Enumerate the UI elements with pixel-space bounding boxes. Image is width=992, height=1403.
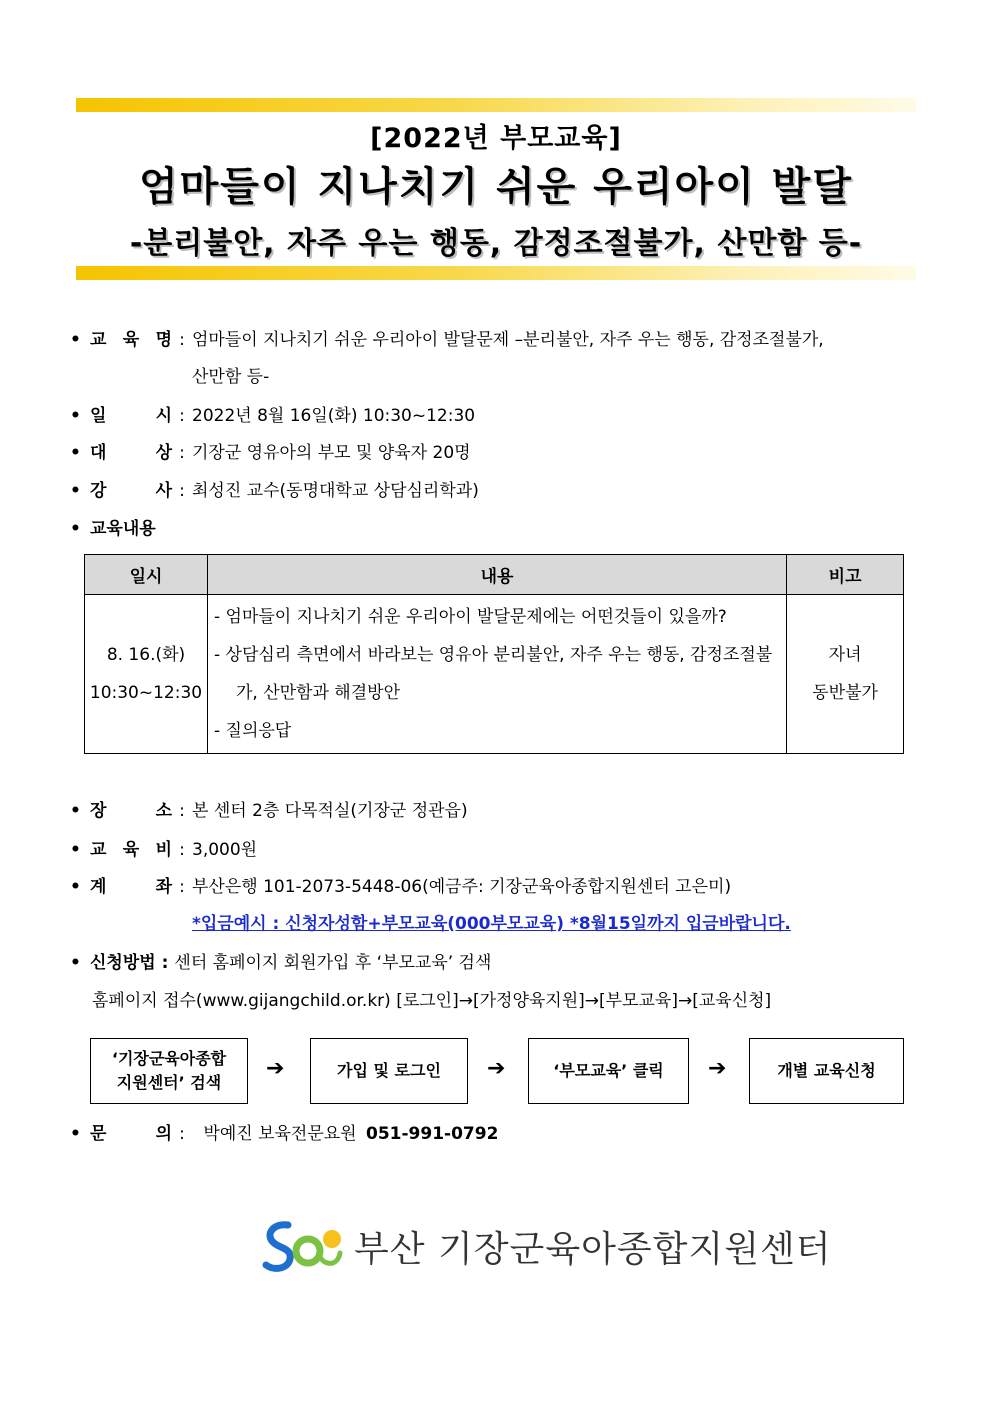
signup-flow — [90, 1038, 910, 1106]
bullet: • — [70, 1124, 81, 1144]
list-item: - 엄마들이 지나치기 쉬운 우리아이 발달문제에는 어떤것들이 있을까? — [213, 607, 727, 627]
bullet: • — [70, 330, 81, 350]
apply-label: 신청방법 : — [90, 953, 169, 973]
info-place-row: • 장 소 : 본 센터 2층 다목적실(기장군 정관읍) — [70, 801, 468, 821]
content-label: 교육내용 — [90, 519, 156, 539]
fee-label: 교 육 비 — [90, 840, 172, 860]
bullet: • — [70, 519, 81, 539]
contact-label: 문 의 — [90, 1124, 172, 1144]
info-apply-row — [70, 951, 491, 975]
info-lecturer-row: • 강 사 : 최성진 교수(동명대학교 상담심리학과) — [70, 481, 479, 501]
lecturer-label: 강 사 — [90, 481, 172, 501]
place-label: 장 소 — [90, 801, 172, 821]
flow-step-login: 가입 및 로그인 — [310, 1038, 468, 1104]
contact-person: 박예진 보육전문요원 — [203, 1124, 357, 1144]
schedule-time: 10:30~12:30 — [89, 683, 203, 703]
place-value: 본 센터 2층 다목적실(기장군 정관읍) — [192, 801, 468, 821]
schedule-content-cell — [207, 595, 786, 754]
info-content-row — [70, 517, 156, 541]
event-subtitle: [2022년 부모교육] — [370, 123, 622, 154]
arrow-right-icon: ➔ — [266, 1056, 285, 1081]
event-title: 엄마들이 지나치기 쉬운 우리아이 발달 — [139, 164, 853, 210]
bullet: • — [70, 953, 81, 973]
bullet: • — [70, 443, 81, 463]
header-note: 비고 — [787, 555, 904, 595]
flow-step-click: ‘부모교육’ 클릭 — [528, 1038, 689, 1104]
date-label: 일 시 — [90, 406, 172, 426]
info-date-row: • 일 시 : 2022년 8월 16일(화) 10:30~12:30 — [70, 406, 476, 426]
flow-step-search — [90, 1038, 248, 1104]
list-item: - 질의응답 — [213, 721, 292, 741]
schedule-note-cell — [787, 595, 904, 754]
info-name-row: • 교 육 명 : 엄마들이 지나치기 쉬운 우리아이 발달문제 –분리불안, 자주 우는 행동, 감정조절불가, — [70, 330, 824, 350]
lecturer-value: 최성진 교수(동명대학교 상담심리학과) — [192, 481, 479, 501]
contact-phone: 051-991-0792 — [366, 1124, 499, 1144]
info-fee-row: • 교 육 비 : 3,000원 — [70, 840, 258, 860]
bullet: • — [70, 877, 81, 897]
flow-step-search-line1: ‘기장군육아종합 — [111, 1049, 227, 1068]
schedule-date: 8. 16.(화) — [106, 645, 186, 665]
account-label: 계 좌 — [90, 877, 172, 897]
date-value: 2022년 8월 16일(화) 10:30~12:30 — [192, 406, 476, 426]
arrow-right-icon: ➔ — [708, 1056, 727, 1081]
arrow-right-icon: ➔ — [487, 1056, 506, 1081]
table-row — [85, 595, 904, 754]
deposit-note: *입금예시 : 신청자성함+부모교육(000부모교육) *8월15일까지 입금바랍니다. — [192, 914, 791, 934]
bottom-yellow-bar — [76, 266, 916, 280]
fee-value: 3,000원 — [192, 840, 258, 860]
info-account-row: • 계 좌 : 부산은행 101-2073-5448-06(예금주: 기장군육아종합지원센터 고은미) — [70, 877, 732, 897]
name-value: 엄마들이 지나치기 쉬운 우리아이 발달문제 –분리불안, 자주 우는 행동, 감정조절불가, — [192, 330, 824, 350]
note-line-2: 동반불가 — [812, 683, 878, 703]
center-name: 부산 기장군육아종합지원센터 — [354, 1228, 832, 1270]
center-logo-icon — [262, 1217, 344, 1275]
target-label: 대 상 — [90, 443, 172, 463]
contact-row: • 문 의 : 박예진 보육전문요원 051-991-0792 — [70, 1124, 499, 1144]
table-header-row — [85, 555, 904, 595]
center-logo — [262, 1216, 832, 1276]
flow-step-search-line2: 지원센터’ 검색 — [116, 1073, 222, 1092]
apply-value: 센터 홈페이지 회원가입 후 ‘부모교육’ 검색 — [174, 953, 492, 973]
schedule-table — [84, 554, 904, 754]
name-label: 교 육 명 — [90, 330, 172, 350]
schedule-date-cell — [85, 595, 208, 754]
bullet: • — [70, 406, 81, 426]
header-date: 일시 — [85, 555, 208, 595]
bullet: • — [70, 801, 81, 821]
bullet: • — [70, 840, 81, 860]
event-tagline: -분리불안, 자주 우는 행동, 감정조절불가, 산만함 등- — [129, 226, 863, 261]
header-content: 내용 — [207, 555, 786, 595]
name-value-cont: 산만함 등- — [192, 367, 270, 387]
note-line-1: 자녀 — [828, 645, 862, 665]
info-target-row: • 대 상 : 기장군 영유아의 부모 및 양육자 20명 — [70, 443, 471, 463]
bullet: • — [70, 481, 81, 501]
target-value: 기장군 영유아의 부모 및 양육자 20명 — [192, 443, 471, 463]
list-item: - 상담심리 측면에서 바라보는 영유아 분리불안, 자주 우는 행동, 감정조절불가, 산만함과 해결방안 — [213, 645, 773, 703]
apply-path: 홈페이지 접수(www.gijangchild.or.kr) [로그인]→[가정양육지원]→[부모교육]→[교육신청] — [92, 991, 772, 1011]
top-yellow-bar — [76, 98, 916, 112]
account-value: 부산은행 101-2073-5448-06(예금주: 기장군육아종합지원센터 고은미) — [192, 877, 732, 897]
flow-step-apply: 개별 교육신청 — [749, 1038, 904, 1104]
